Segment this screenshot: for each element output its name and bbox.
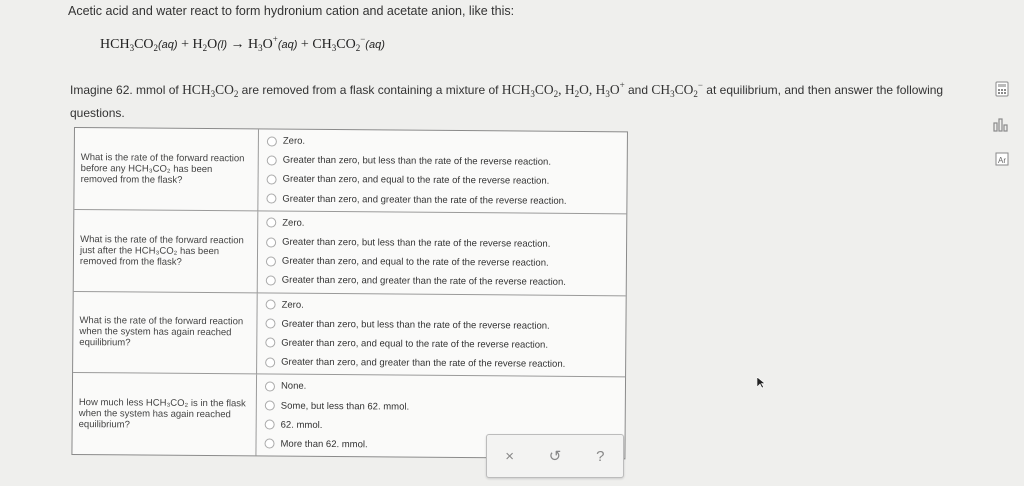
radio-button[interactable] bbox=[266, 237, 276, 247]
radio-button[interactable] bbox=[267, 174, 277, 184]
reaction-arrow: → bbox=[230, 37, 245, 52]
radio-button[interactable] bbox=[267, 155, 277, 165]
question-prompt: Imagine 62. mmol of $HCH_3CO_2$ are removed from a flask containing a mixture of $HCH_3CO_2$, $H_2O$, $H_3O^+$ and $CH_3CO_2^-$ at equilibrium, and then answer the following questions. bbox=[70, 80, 944, 120]
answer-option[interactable]: Some, but less than 62. mmol. bbox=[265, 396, 625, 418]
mouse-cursor-icon bbox=[757, 376, 766, 394]
radio-button[interactable] bbox=[265, 401, 275, 411]
answer-option[interactable]: None. bbox=[265, 377, 625, 399]
question-text: What is the rate of the forward reaction before any HCH₃CO₂ has been removed from the flask? bbox=[74, 128, 259, 210]
answer-option[interactable]: Greater than zero, and equal to the rate of the reverse reaction. bbox=[265, 333, 625, 355]
radio-button[interactable] bbox=[264, 439, 274, 449]
radio-button[interactable] bbox=[265, 381, 275, 391]
question-row-1 bbox=[74, 128, 627, 214]
answer-option[interactable]: Greater than zero, and greater than the rate of the reverse reaction. bbox=[266, 271, 626, 293]
question-table bbox=[71, 127, 628, 459]
radio-button[interactable] bbox=[265, 319, 275, 329]
radio-button[interactable] bbox=[266, 256, 276, 266]
calculator-icon[interactable] bbox=[992, 80, 1012, 98]
periodic-table-icon[interactable] bbox=[992, 150, 1012, 168]
question-row-3 bbox=[73, 292, 626, 378]
answer-option[interactable]: Greater than zero, but less than the rate of the reverse reaction. bbox=[266, 232, 626, 254]
clear-button[interactable]: × bbox=[505, 447, 515, 465]
radio-button[interactable] bbox=[265, 338, 275, 348]
svg-text:Ar: Ar bbox=[998, 156, 1006, 165]
question-text: What is the rate of the forward reaction just after the HCH₃CO₂ has been removed from the flask? bbox=[74, 210, 259, 292]
radio-button[interactable] bbox=[267, 136, 277, 146]
answer-option[interactable]: Greater than zero, and equal to the rate of the reverse reaction. bbox=[267, 170, 627, 192]
radio-button[interactable] bbox=[266, 300, 276, 310]
undo-button[interactable]: ↺ bbox=[548, 448, 562, 465]
radio-button[interactable] bbox=[265, 420, 275, 430]
radio-button[interactable] bbox=[265, 357, 275, 367]
answer-option[interactable]: Zero. bbox=[266, 295, 626, 317]
answer-option[interactable]: More than 62. mmol. bbox=[264, 434, 624, 456]
reaction-equation: $HCH_3CO_2(aq) + H_2O(l) \to H_3O^+(aq) + CH_3CO_2^-(aq)$ bbox=[100, 34, 385, 53]
question-text: What is the rate of the forward reaction when the system has again reached equilibrium? bbox=[73, 292, 258, 374]
radio-button[interactable] bbox=[266, 194, 276, 204]
radio-button[interactable] bbox=[266, 218, 276, 228]
question-text: How much less HCH₃CO₂ is in the flask when the system has again reached equilibrium? bbox=[72, 373, 257, 455]
bar-chart-icon[interactable] bbox=[992, 116, 1012, 134]
answer-option[interactable]: Zero. bbox=[266, 213, 626, 235]
answer-option[interactable]: Greater than zero, and greater than the rate of the reverse reaction. bbox=[266, 189, 626, 211]
answer-option[interactable]: Greater than zero, and greater than the rate of the reverse reaction. bbox=[265, 353, 625, 375]
radio-button[interactable] bbox=[266, 275, 276, 285]
answer-toolbar bbox=[486, 434, 624, 478]
answer-option[interactable]: 62. mmol. bbox=[265, 415, 625, 437]
answer-option[interactable]: Zero. bbox=[267, 132, 627, 154]
intro-text: Acetic acid and water react to form hydronium cation and acetate anion, like this: bbox=[68, 4, 515, 18]
question-row-2 bbox=[74, 210, 627, 296]
answer-option[interactable]: Greater than zero, but less than the rate of the reverse reaction. bbox=[267, 151, 627, 173]
help-button[interactable]: ? bbox=[596, 447, 605, 465]
answer-option[interactable]: Greater than zero, and equal to the rate of the reverse reaction. bbox=[266, 252, 626, 274]
answer-option[interactable]: Greater than zero, but less than the rate of the reverse reaction. bbox=[265, 314, 625, 336]
